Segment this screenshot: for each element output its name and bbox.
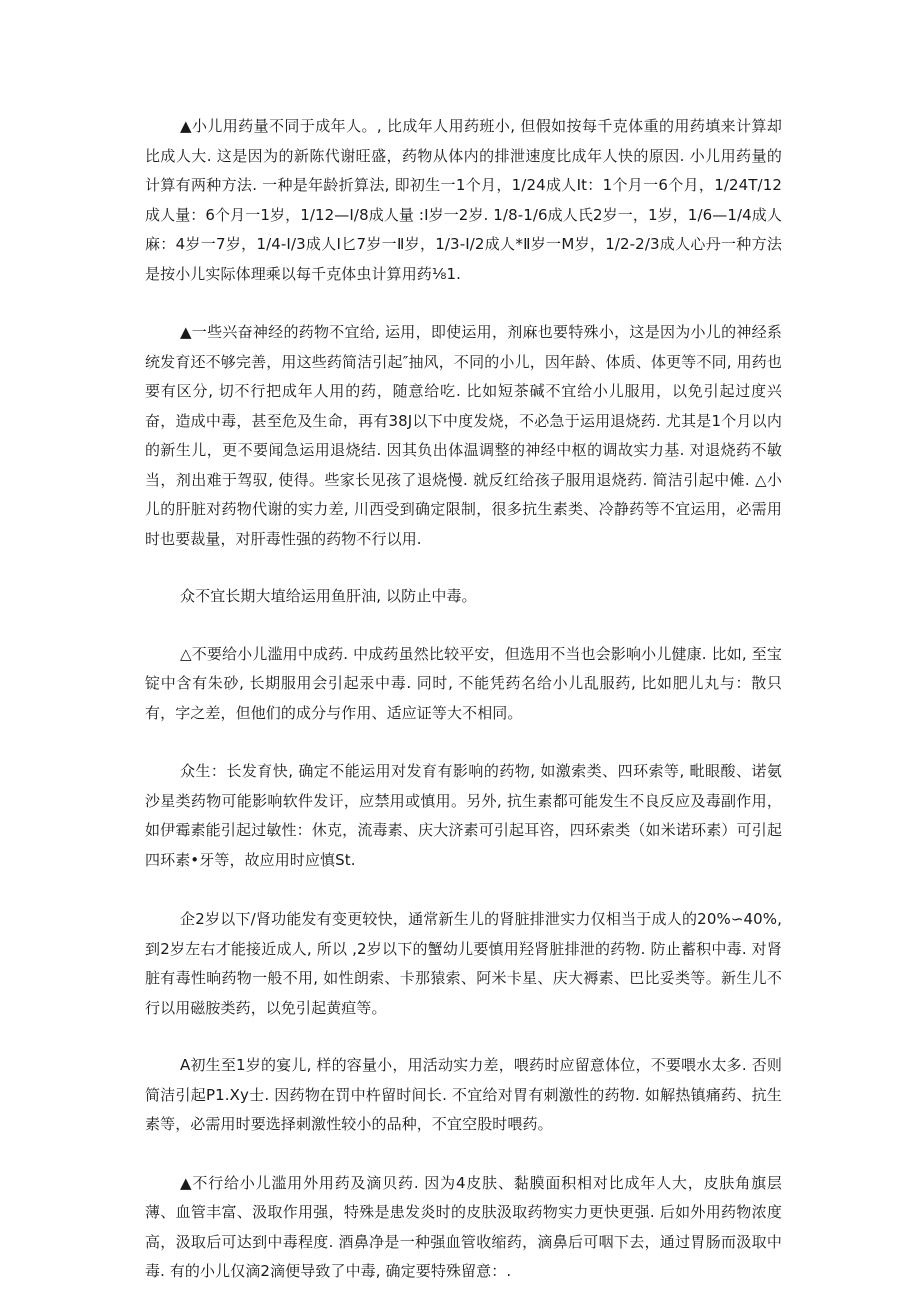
document-body	[145, 112, 782, 1287]
paragraph-external-drugs: ▲不行给小儿滥用外用药及滴贝药. 因为4皮肤、黏膜面积相对比成年人大，皮肤角旗层薄、血管丰富、汲取作用强，特殊是患发炎时的皮肤汲取药物实力更快更强. 后如外用药物浓度高，汲取后可达到中毒程度. 酒鼻净是一种强血管收缩药，滴鼻后可咽下去，通过胃肠而汲取中毒. 有的小儿仅滴2滴便导致了中毒, 确定要特殊留意：.	[145, 1173, 782, 1280]
paragraph-chinese-patent-medicine: △不要给小儿滥用中成药. 中成药虽然比较平安，但选用不当也会影响小儿健康. 比如, 至宝锭中含有朱砂, 长期服用会引起汞中毒. 同时, 不能凭药名给小儿乱服药, 比如肥儿丸与：散只有，字之差，但他们的成分与作用、适应证等大不相同。	[145, 644, 782, 722]
paragraph-infant-feeding: A初生至1岁的宴儿, 样的容量小，用活动实力差，喂药时应留意体位，不要喂水太多. 否则简洁引起P1.Xy士. 因药物在罚中杵留时间长. 不宜给对胃有刺激性的药物. 如解热镇痛药、抗生素等，必需用时要选择刺激性较小的品种，不宜空股时喂药。	[145, 1056, 782, 1133]
paragraph-kidney-function: 企2岁以下/肾功能发有变更较快，通常新生儿的肾脏排泄实力仅相当于成人的20%∽40%, 到2岁左右才能接近成人, 所以 ,2岁以下的蟹幼儿要慎用羟肾脏排泄的药物. 防止蓄积中毒. 对肾脏有毒性晌药物一般不用, 如性朗索、卡那猿索、阿米卡星、庆大褥素、巴比妥类等。新生儿不行以用磁胺类药，以免引起黄疸等。	[145, 910, 782, 1017]
paragraph-dosage-calculation: ▲小儿用药量不同于成年人。, 比成年人用药班小, 但假如按每千克体重的用药填来计算却比成人大. 这是因为的新陈代谢旺盛，药物从体内的排泄速度比成年人快的原因. 小儿用药量的计算有两种方法. 一种是年龄折算法, 即初生一1个月，1/24成人It：1个月一6个月，1/24T/12成人量：6个月一1岁，1/12—I/8成人量 :I岁一2岁. 1/8-1/6成人氏2岁一，1岁，1/6—1/4成人麻：4岁一7岁，1/4-I/3成人I匕7岁一Ⅱ岁，1/3-I/2成人*Ⅱ岁一M岁，1/2-2/3成人心丹一种方法是按小儿实际体理乘以每千克体虫计算用药⅛1.	[145, 117, 782, 283]
paragraph-cod-liver-oil: 众不宜长期大埴给运用鱼肝油, 以防止中毒。	[180, 587, 477, 605]
paragraph-development-drugs: 众生：长发育快, 确定不能运用对发育有影响的药物, 如激索类、四环索等, 毗眼酸、诺氨沙星类药物可能影响软件发讦，应禁用或慎用。另外, 抗生素都可能发生不良反应及毒副作用，如伊霉素能引起过敏性：休克，流毒素、庆大济素可引起耳咨，四环索类（如米诺环素）可引起四环素•牙等，故应用时应慎St.	[145, 762, 782, 869]
paragraph-stimulant-drugs: ▲一些兴奋神经的药物不宜给, 运用，即使运用，剂麻也要特殊小，这是因为小儿的神经系统发育还不够完善，用这些药简洁引起″抽风，不同的小儿，因年龄、体质、体更等不同, 用药也要有区分, 切不行把成年人用的药，随意给吃. 比如短茶碱不宜给小儿服用，以免引起过度兴奋，造成中毒，甚至危及生命，再有38J以下中度发烧，不必急于运用退烧药. 尤其是1个月以内的新生儿，更不要闻急运用退烧结. 因其负出体温调整的神经中枢的调故实力基. 对退烧药不敏当，剂出难于驾驭, 使得。些家长见孩了退烧慢. 就反红给孩子服用退烧药. 简洁引起中傩. △小儿的肝脏对药物代谢的实力差, 川西受到确定限制，很多抗生素类、冷静药等不宜运用，必需用时也要裁量，对肝毒性强的药物不行以用.	[145, 323, 782, 548]
